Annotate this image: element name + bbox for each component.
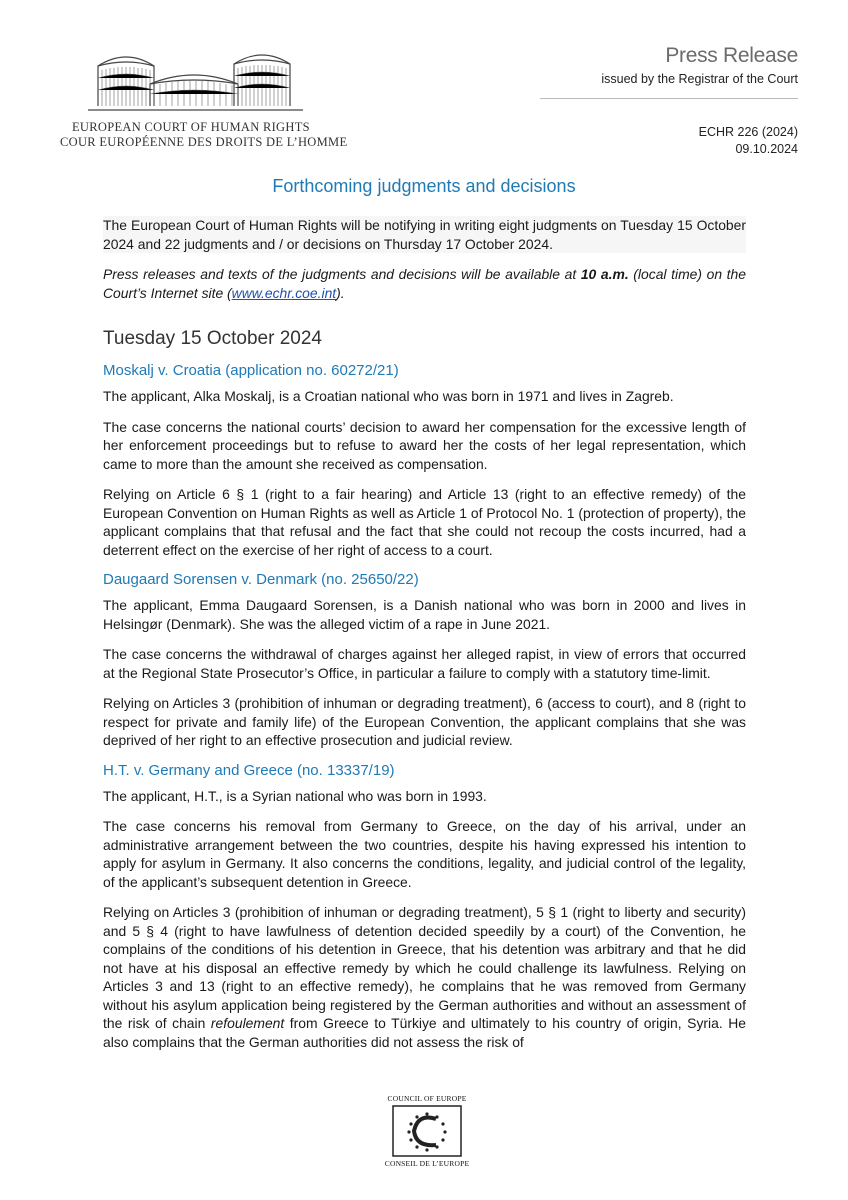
court-building-icon <box>88 44 318 116</box>
court-name-en: EUROPEAN COURT OF HUMAN RIGHTS <box>72 120 310 134</box>
case-paragraph <box>103 903 746 1051</box>
release-date: 09.10.2024 <box>735 142 798 156</box>
case-heading: Moskalj v. Croatia (application no. 60272/21) <box>103 362 399 379</box>
availability-text-pre: Press releases and texts of the judgments and decisions will be available at <box>103 266 581 282</box>
press-release-title: Press Release <box>665 44 798 67</box>
case-text-post: from Greece to Türkiye and ultimately to his country of origin, Syria. He also complains that the German authorities did not assess the risk of <box>103 1015 746 1050</box>
case-paragraph: The applicant, Emma Daugaard Sorensen, is a Danish national who was born in 2000 and lives in Helsingør (Denmark). She was the alleged victim of a rape in June 2021. <box>103 597 746 632</box>
case-paragraph: The case concerns his removal from Germany to Greece, on the day of his arrival, under an administrative arrangement between the two countries, despite his having expressed his intention to apply for asylum in Germany. It also concerns the conditions, legality, and judicial control of the legality, of the applicant’s subsequent detention in Greece. <box>103 818 746 890</box>
intro-paragraph: The European Court of Human Rights will be notifying in writing eight judgments on Tuesday 15 October 2024 and 22 judgments and / or decisions on Thursday 17 October 2024. <box>103 217 746 252</box>
header-divider <box>540 98 798 99</box>
case-paragraph: The applicant, Alka Moskalj, is a Croatian national who was born in 1971 and lives in Zagreb. <box>103 388 674 404</box>
coe-name-en: COUNCIL OF EUROPE <box>387 1094 467 1103</box>
press-release-subtitle: issued by the Registrar of the Court <box>601 72 798 86</box>
page-title: Forthcoming judgments and decisions <box>272 176 576 196</box>
availability-paragraph <box>103 265 746 302</box>
case-paragraph: Relying on Articles 3 (prohibition of inhuman or degrading treatment), 6 (access to court), and 8 (right to respect for private and family life) of the European Convention, the applicant complains that she was deprived of her right to an effective prosecution and judicial review. <box>103 695 746 748</box>
coe-stars-icon <box>392 1105 462 1157</box>
document-body <box>103 216 746 1063</box>
availability-text-mid: (local time) on the Court’s Internet site ( <box>103 266 746 301</box>
reference-number: ECHR 226 (2024) <box>698 125 798 139</box>
case-paragraph: The applicant, H.T., is a Syrian national who was born in 1993. <box>103 787 487 804</box>
court-logo <box>60 44 350 150</box>
reference-block <box>699 124 798 158</box>
case-text-italic: refoulement <box>210 1015 285 1031</box>
case-heading: H.T. v. Germany and Greece (no. 13337/19) <box>103 761 395 779</box>
availability-text-post: ). <box>336 284 345 301</box>
case-paragraph: Relying on Article 6 § 1 (right to a fair hearing) and Article 13 (right to an effective remedy) of the European Convention on Human Rights as well as Article 1 of Protocol No. 1 (protection of property), the applicant complains that that refusal and the fact that she could not recoup the costs incurred, had a deterrent effect on the exercise of her right of access to a court. <box>103 486 746 558</box>
case-paragraph: The case concerns the national courts’ decision to award her compensation for the excessive length of her enforcement proceedings but to refuse to award her the costs of her legal representation, which came to more than the amount she received as compensation. <box>103 418 746 472</box>
court-name-fr: COUR EUROPÉENNE DES DROITS DE L’HOMME <box>60 135 348 149</box>
day-heading: Tuesday 15 October 2024 <box>103 328 322 349</box>
press-release-header <box>601 44 798 86</box>
case-text-pre: Relying on Articles 3 (prohibition of inhuman or degrading treatment), 5 § 1 (right to liberty and security) and 5 § 4 (right to have lawfulness of detention decided speedily by a court) of the Convention, he complains of the conditions of his detention in Greece, that his detention was arbitrary and that he did not have at his disposal an effective remedy by which he could challenge its lawfulness. Relying on Articles 3 and 13 (right to an effective remedy), he complains that he was removed from Germany without his asylum application being registered by the German authorities and without an assessment of the risk of chain <box>103 904 746 1031</box>
council-of-europe-logo <box>372 1094 482 1168</box>
availability-time: 10 a.m. <box>580 266 629 282</box>
case-heading: Daugaard Sorensen v. Denmark (no. 25650/22) <box>103 571 419 588</box>
echr-website-link[interactable]: www.echr.coe.int <box>231 284 337 301</box>
coe-name-fr: CONSEIL DE L’EUROPE <box>384 1159 470 1168</box>
case-paragraph: The case concerns the withdrawal of charges against her alleged rapist, in view of errors that occurred at the Regional State Prosecutor’s Office, in particular a failure to comply with a statutory time-limit. <box>103 646 746 681</box>
